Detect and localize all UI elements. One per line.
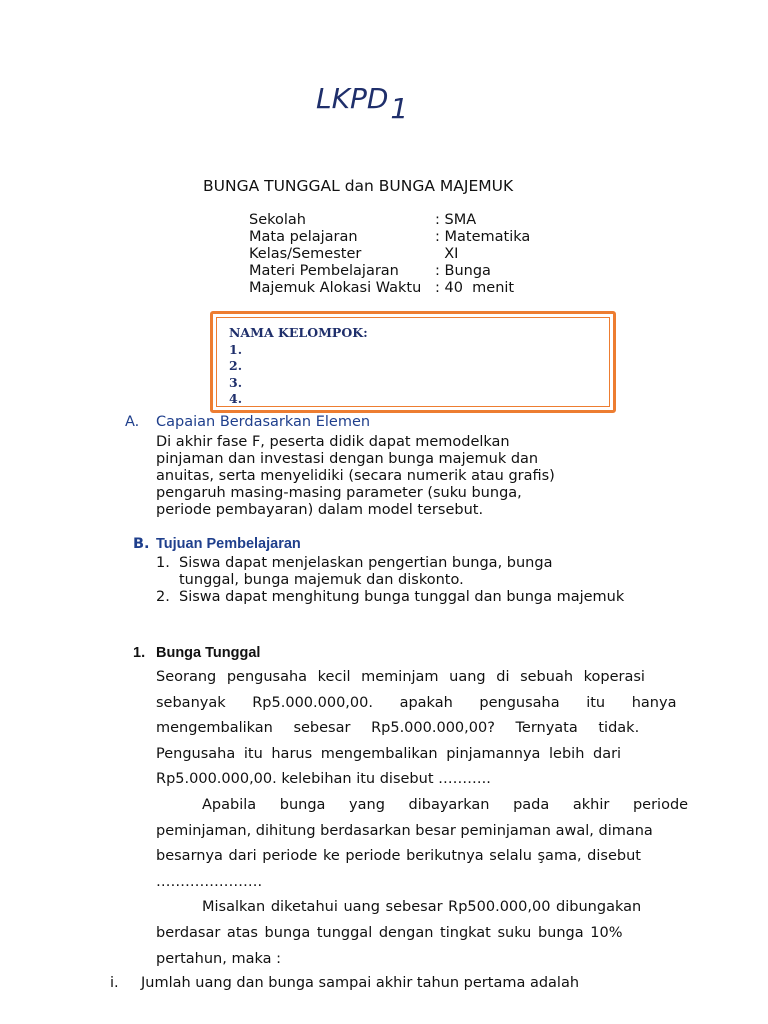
info-key: Materi Pembelajaran [249, 263, 399, 279]
info-row [249, 229, 530, 246]
list-item [156, 555, 676, 589]
body-line-text: pertahun, maka : [156, 950, 281, 967]
list-number: 2. [156, 589, 170, 605]
info-value: : 40 menit [435, 280, 515, 296]
body-line [156, 665, 693, 691]
title-subscript: 1 [390, 92, 409, 125]
list-line: Siswa dapat menghitung bunga tunggal dan bunga majemuk [179, 589, 625, 605]
body-line [156, 793, 693, 819]
body-line-text: Pengusaha itu harus mengembalikan pinjamannya lebih dari [156, 745, 622, 762]
body-line [156, 819, 693, 845]
body-line [156, 921, 693, 947]
section-b-letter: B. [133, 536, 150, 552]
learning-goals-list [156, 555, 676, 606]
section-1-body [156, 665, 693, 972]
body-line-text: besarnya dari periode ke periode berikutnya selalu şama, disebut [156, 848, 641, 865]
body-line [156, 691, 693, 717]
group-member-slot: 4. [229, 391, 243, 406]
body-line [156, 895, 693, 921]
paragraph-line: anuitas, serta menyelidiki (secara numerik atau grafis) [156, 468, 555, 484]
list-item [156, 589, 676, 606]
info-key: Sekolah [249, 212, 306, 228]
paragraph-line: pengaruh masing-masing parameter (suku bunga, [156, 485, 522, 501]
paragraph-line: pinjaman dan investasi dengan bunga majemuk dan [156, 451, 539, 467]
document-subtitle: BUNGA TUNGGAL dan BUNGA MAJEMUK [203, 177, 514, 195]
info-row [249, 246, 530, 263]
body-line-text: Rp5.000.000,00. kelebihan itu disebut ……….. [156, 771, 491, 788]
info-value: : Bunga [435, 263, 491, 279]
info-row [249, 280, 530, 297]
group-names-inner-border [216, 317, 610, 407]
paragraph-line: periode pembayaran) dalam model tersebut. [156, 502, 484, 518]
info-key: Majemuk Alokasi Waktu [249, 280, 422, 296]
section-a-letter: A. [125, 414, 140, 430]
group-names-label: NAMA KELOMPOK: [229, 325, 368, 340]
info-table [249, 212, 530, 297]
group-member-slot: 2. [229, 358, 243, 373]
body-line [156, 947, 693, 973]
body-line-text: peminjaman, dihitung berdasarkan besar peminjaman awal, dimana [156, 822, 653, 839]
body-line [156, 742, 693, 768]
info-key: Mata pelajaran [249, 229, 358, 245]
info-value: : SMA [435, 212, 477, 228]
document-title: $LKPD_1$ [316, 82, 409, 125]
body-line-text: Seorang pengusaha kecil meminjam uang di sebuah koperasi [156, 669, 645, 685]
roman-list-number: i. [110, 975, 119, 991]
list-line: Siswa dapat menjelaskan pengertian bunga, bunga [179, 555, 553, 571]
info-value: : Matematika [435, 229, 531, 245]
section-1-number: 1. [133, 645, 146, 661]
section-b-title: Tujuan Pembelajaran [156, 536, 301, 552]
info-value: XI [435, 246, 459, 262]
body-line [156, 716, 693, 742]
body-line [156, 870, 693, 896]
body-line-text: Apabila bunga yang dibayarkan pada akhir periode [202, 796, 689, 813]
group-names-list [229, 325, 368, 408]
group-names-box [210, 311, 616, 413]
section-a-title: Capaian Berdasarkan Elemen [156, 414, 371, 430]
body-line [156, 844, 693, 870]
roman-list-text: Jumlah uang dan bunga sampai akhir tahun pertama adalah [141, 975, 580, 991]
info-row [249, 263, 530, 280]
section-a-paragraph [156, 434, 604, 519]
paragraph-line: Di akhir fase F, peserta didik dapat memodelkan [156, 434, 510, 450]
body-line-text: berdasar atas bunga tunggal dengan tingkat suku bunga 10% [156, 924, 623, 941]
body-line-text: Misalkan diketahui uang sebesar Rp500.000,00 dibungakan [202, 899, 642, 916]
body-line [156, 767, 693, 793]
body-line-text: sebanyak Rp5.000.000,00. apakah pengusaha itu hanya [156, 694, 677, 711]
body-line-text: mengembalikan sebesar Rp5.000.000,00? Ternyata tidak. [156, 720, 640, 737]
info-row [249, 212, 530, 229]
section-1-title: Bunga Tunggal [156, 645, 261, 661]
body-line-text: …………………. [156, 873, 263, 890]
group-member-slot: 3. [229, 374, 243, 390]
list-number: 1. [156, 555, 170, 571]
group-member-slot: 1. [229, 341, 243, 357]
info-key: Kelas/Semester [249, 246, 362, 262]
list-line: tunggal, bunga majemuk dan diskonto. [179, 572, 464, 588]
